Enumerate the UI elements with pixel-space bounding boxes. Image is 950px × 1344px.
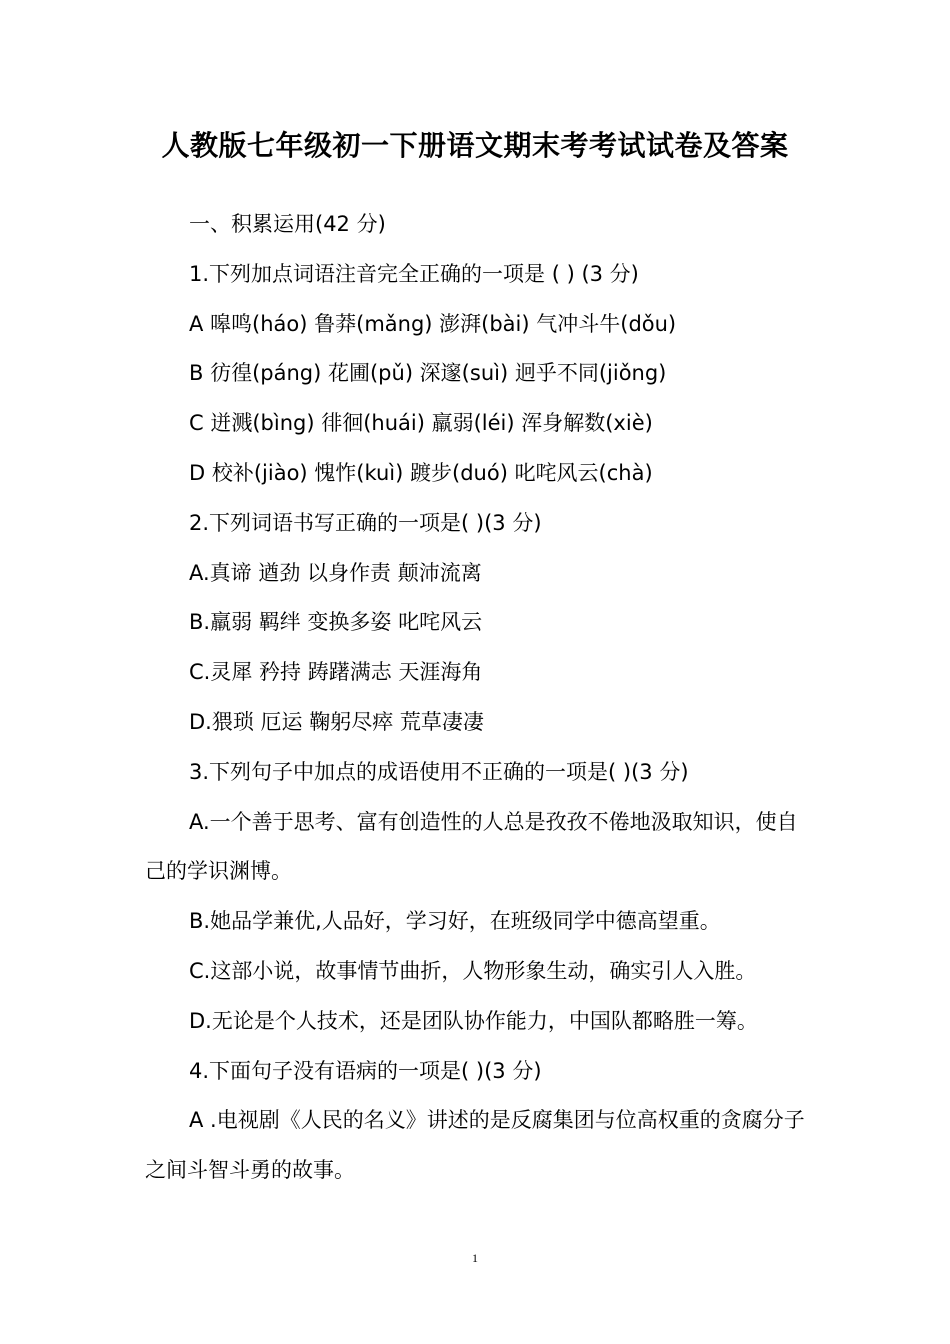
question-1-option-a: A 嗥鸣(háo) 鲁莽(mǎng) 澎湃(bài) 气冲斗牛(dǒu) <box>189 311 677 336</box>
question-1-stem: 1.下列加点词语注音完全正确的一项是 ( ) (3 分) <box>189 261 639 286</box>
page-title: 人教版七年级初一下册语文期末考考试试卷及答案 <box>161 129 789 162</box>
question-2-option-c: C.灵犀 矜持 踌躇满志 天涯海角 <box>189 660 483 685</box>
question-3-stem: 3.下列句子中加点的成语使用不正确的一项是( )(3 分) <box>189 759 689 784</box>
question-2-option-d: D.猥琐 厄运 鞠躬尽瘁 荒草凄凄 <box>189 709 484 734</box>
question-4-stem: 4.下面句子没有语病的一项是( )(3 分) <box>189 1058 542 1083</box>
section-heading: 一、积累运用(42 分) <box>189 212 386 236</box>
question-3-option-a: A.一个善于思考、富有创造性的人总是孜孜不倦地汲取知识，使自己的学识渊博。 <box>145 809 798 884</box>
question-2-stem: 2.下列词语书写正确的一项是( )(3 分) <box>189 510 542 535</box>
question-3-option-c: C.这部小说，故事情节曲折，人物形象生动，确实引人入胜。 <box>189 958 757 983</box>
question-4-option-a: A .电视剧《人民的名义》讲述的是反腐集团与位高权重的贪腐分子之间斗智斗勇的故事。 <box>145 1108 805 1183</box>
page-number: 1 <box>472 1251 478 1265</box>
document-body <box>145 200 810 1196</box>
question-1-option-b: B 彷徨(páng) 花圃(pǔ) 深邃(suì) 迥乎不同(jiǒng) <box>189 361 667 386</box>
question-1-option-c: C 迸溅(bìng) 徘徊(huái) 羸弱(léi) 浑身解数(xiè) <box>189 411 653 436</box>
question-2-option-a: A.真谛 遒劲 以身作责 颠沛流离 <box>189 560 482 585</box>
question-2-option-b: B.羸弱 羁绊 变换多姿 叱咤风云 <box>189 610 483 635</box>
question-3-option-d: D.无论是个人技术，还是团队协作能力，中国队都略胜一筹。 <box>189 1008 758 1033</box>
question-3-option-b: B.她品学兼优,人品好，学习好，在班级同学中德高望重。 <box>189 909 721 934</box>
question-1-option-d: D 校补(jiào) 愧怍(kuì) 踱步(duó) 叱咤风云(chà) <box>189 460 653 485</box>
